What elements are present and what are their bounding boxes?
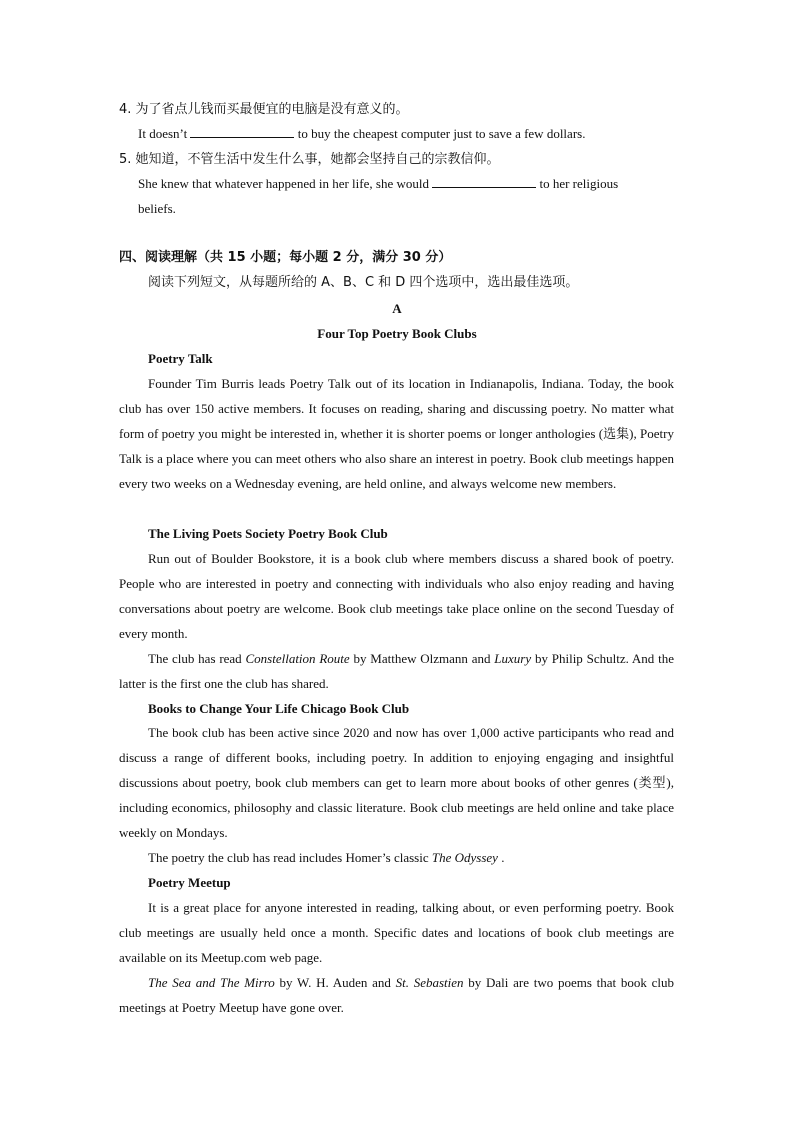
club-2-p2-text: The club has read <box>148 651 246 666</box>
question-4-blank[interactable] <box>190 125 294 138</box>
club-4-poem-title-1: The Sea and The Mirro <box>148 975 275 990</box>
passage-letter: A <box>392 301 402 316</box>
question-5-text-after: to her religious <box>539 176 619 191</box>
question-4-prompt: 为了省点儿钱而买最便宜的电脑是没有意义的。 <box>135 102 409 117</box>
question-5-prompt: 她知道，不管生活中发生什么事，她都会坚持自己的宗教信仰。 <box>135 152 500 167</box>
question-4-text-before: It doesn’t <box>138 126 188 141</box>
question-4-text-after: to buy the cheapest computer just to save a few dollars. <box>297 126 586 141</box>
club-1-paragraph: Founder Tim Burris leads Poetry Talk out of its location in Indianapolis, Indiana. Today, the book club has over 150 active members. It focuses on reading, sharing and discussing poetry. No matter what form of poetry you might be interested in, whether it is shorter poems or longer anthologies (选集), Poetry Talk is a place where you can meet others who also share an interest in poetry. Book club meetings happen every two weeks on a Wednesday evening, are held online, and always welcome new members. <box>119 376 674 491</box>
question-4-chinese <box>119 101 409 119</box>
question-4-english <box>138 125 585 143</box>
question-5-blank[interactable] <box>432 175 536 188</box>
club-2-p2-text-2: by Matthew Olzmann and <box>349 651 495 666</box>
question-5-english-line2: beliefs. <box>138 201 176 216</box>
passage-title: Four Top Poetry Book Clubs <box>317 326 477 341</box>
club-2-p2-text-3: by Philip Schultz. And the latter is the first one the club has shared. <box>119 651 674 691</box>
question-5-text-before: She knew that whatever happened in her life, she would <box>138 176 429 191</box>
question-5-number: 5. <box>119 152 132 167</box>
question-4-number: 4. <box>119 102 132 117</box>
club-2-book-title-1: Constellation Route <box>245 651 350 666</box>
question-5-chinese <box>119 151 500 169</box>
club-4-p2-text: by W. H. Auden and <box>274 975 396 990</box>
club-4-heading: Poetry Meetup <box>148 875 231 890</box>
club-2-heading: The Living Poets Society Poetry Book Club <box>148 526 388 541</box>
club-3-p2-text: The poetry the club has read includes Homer’s classic <box>148 850 432 865</box>
club-4-p2-text-2: by Dali are two poems that book club meetings at Poetry Meetup have gone over. <box>119 975 674 1015</box>
club-3-paragraph-2 <box>119 845 674 870</box>
club-3-book-title: The Odyssey <box>431 850 498 865</box>
question-5-english <box>138 175 618 193</box>
club-3-p2-text-2: . <box>497 850 505 865</box>
club-4-poem-title-2: St. Sebastien <box>395 975 464 990</box>
club-3-paragraph: The book club has been active since 2020 and now has over 1,000 active participants who read and discuss a range of different books, including poetry. In addition to enjoying engaging and insightful discussions about poetry, book club members can get to learn more about books of other genres (类型), including economics, philosophy and classic literature. Book club meetings are held online and take place weekly on Mondays. <box>119 725 674 840</box>
club-2-paragraph: Run out of Boulder Bookstore, it is a book club where members discuss a shared book of poetry. People who are interested in poetry and connecting with individuals who also enjoy reading and having conversations about poetry are welcome. Book club meetings take place online on the second Tuesday of every month. <box>119 551 674 641</box>
club-4-paragraph-2 <box>119 970 674 1020</box>
club-3-heading: Books to Change Your Life Chicago Book Club <box>148 701 410 716</box>
club-2-paragraph-2 <box>119 646 674 696</box>
section-instruction: 阅读下列短文，从每题所给的 A、B、C 和 D 四个选项中，选出最佳选项。 <box>148 275 579 290</box>
club-1-heading: Poetry Talk <box>148 351 213 366</box>
section-title: 四、阅读理解（共 15 小题；每小题 2 分，满分 30 分） <box>119 250 452 265</box>
club-4-paragraph: It is a great place for anyone interested in reading, talking about, or even performing poetry. Book club meetings are usually held once a month. Specific dates and locations of book club meetings are available on its Meetup.com web page. <box>119 900 674 965</box>
club-2-book-title-2: Luxury <box>494 651 532 666</box>
